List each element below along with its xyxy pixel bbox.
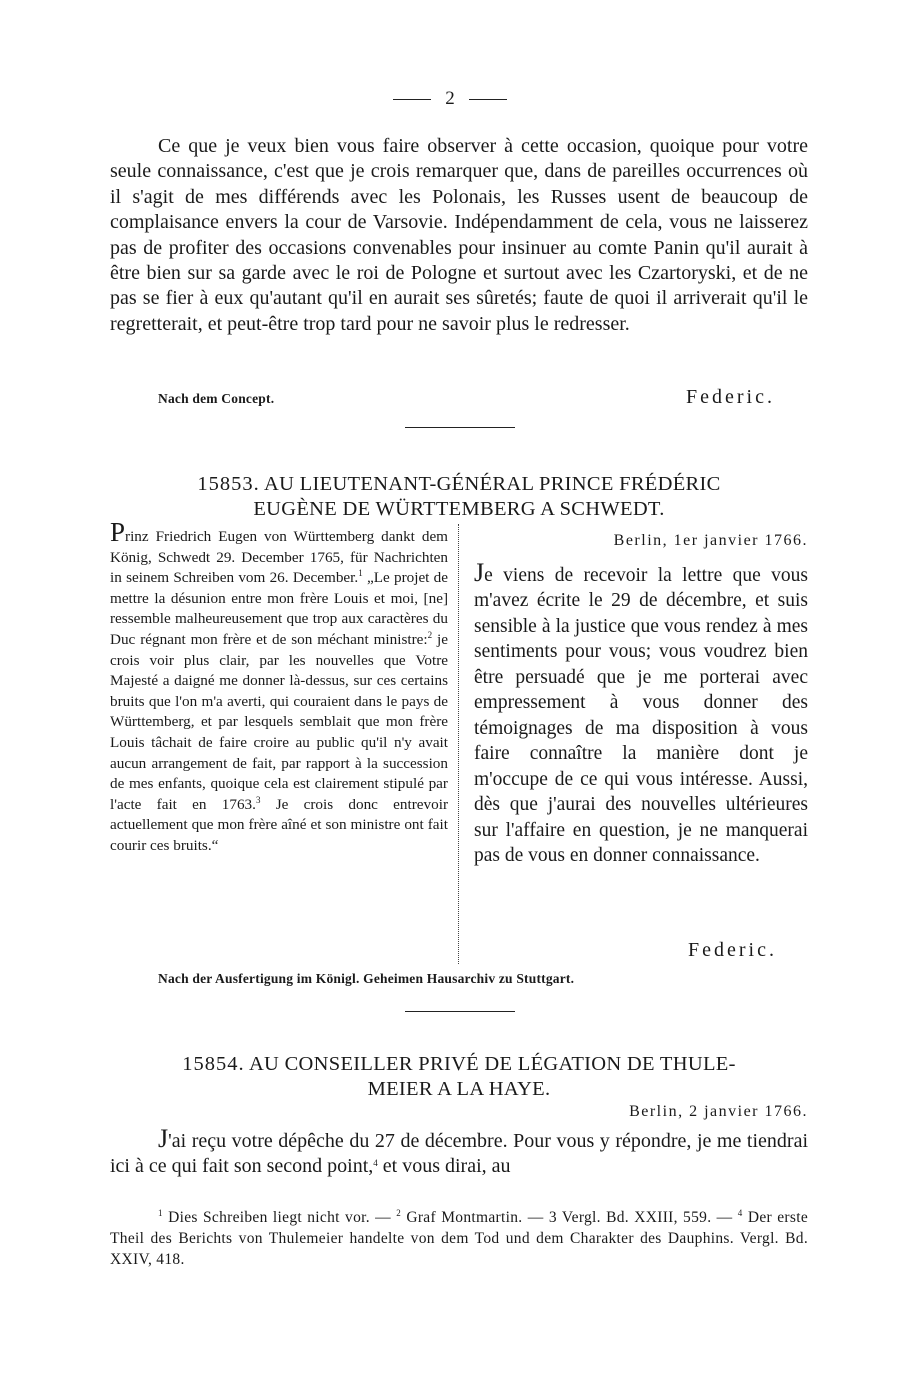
summary-quote-3: Je crois donc entrevoir actuellement que mon frère aîné et son ministre ont fait courir ces bruits.“: [110, 795, 448, 854]
letter-15854-heading-line1: [110, 1052, 808, 1077]
stuttgart-source-note: Nach der Ausfertigung im Königl. Geheimen Hausarchiv zu Stuttgart.: [158, 971, 575, 986]
summary-quote-2: je crois voir plus clair, par les nouvelles que Votre Majesté a daigné me donner là-dessus, sur ces certains bruits que l'on m'a averti, qui couraient dans le pays de Württemberg, et par lesquels semblait que mon frère Louis tâchait de faire croire au public qu'il n'y avait aucun arrangement de fait, par rapport à la succession de mes enfants, quoique cela est clairement stipulé par l'acte fait en 1763.: [110, 630, 448, 813]
letter-15854-text-a: 'ai reçu votre dépêche du 27 de décembre. Pour vous y répondre, je me tiendrai ici à ce qui fait son second point,: [110, 1130, 808, 1178]
summary-quote: „Le projet de mettre la désunion entre mon frère Louis et moi, [ne] ressemble malheureusement que trop aux caractères du Duc régnant mon frère et de son méchant ministre:: [110, 569, 448, 648]
page-number: [0, 88, 900, 110]
footnote-ref-2: 2: [427, 629, 433, 640]
letter-15854-heading-line2: MEIER A LA HAYE.: [367, 1078, 551, 1100]
letter-15854-text-b: et vous dirai, au: [377, 1155, 511, 1178]
footnote-mark-2: 2: [396, 1208, 402, 1218]
signature-2: Federic.: [688, 939, 777, 961]
footnote-2: Graf Montmartin. —: [401, 1209, 549, 1226]
page-number-dash-right: [469, 99, 507, 100]
column-divider: [458, 524, 459, 964]
letter-15853-text: [474, 557, 808, 869]
section-rule-1: [405, 427, 515, 428]
letter-15854-date: Berlin, 2 janvier 1766.: [629, 1103, 808, 1120]
footnote-ref-1: 1: [358, 568, 363, 579]
letter-15853-heading-line1: [110, 472, 808, 497]
letter-15853-body: [474, 528, 808, 869]
letter-15853-heading: [110, 472, 808, 522]
footnote-mark-1: 1: [158, 1208, 163, 1218]
footnote-mark-4: 4: [737, 1208, 743, 1218]
summary-text: rinz Friedrich Eugen von Württemberg dankt dem König, Schwedt 29. December 1765, für Nachrichten in seinem Schreiben vom 26. December.: [110, 528, 448, 587]
letter-15854-initial: J: [158, 1124, 169, 1153]
letter-15853-text-body: e viens de recevoir la lettre que vous m'avez écrite le 29 de décembre, et suis sensible à la justice que vous rendez à mes sentiments pour vous; vous voudrez bien être persuadé que je me porterai avec empressement à vous donner des témoignages de ma disposition à vous faire connaître la manière dont je m'occupe de ce qui vous intéresse. Aussi, dès que j'aurai des nouvelles ultérieures sur l'affaire en question, je ne manquerai pas de vous en donner connaissance.: [474, 564, 808, 866]
footnote-1: Dies Schreiben liegt nicht vor. —: [162, 1209, 397, 1226]
concept-source-note: Nach dem Concept.: [158, 391, 275, 406]
footnote-ref-3: 3: [255, 794, 261, 805]
opening-paragraph: Ce que je veux bien vous faire observer à cette occasion, quoique pour votre seule connaissance, c'est que je crois remarquer que, dans de pareilles occurrences où il s'agit de mes différends avec les Polonais, les Russes usent de beaucoup de complaisance envers la cour de Varsovie. Indépendamment de cela, vous ne laisserez pas de profiter des occasions convenables pour insinuer au comte Panin qu'il aurait à être bien sur sa garde avec le roi de Pologne et surtout avec les Czartoryski, et de ne pas se fier à eux qu'autant qu'il en aurait ses sûretés; faute de quoi il arriverait qu'il le regretterait, et peut-être trop tard pour ne savoir plus le redresser.: [110, 135, 808, 335]
summary-column: [110, 517, 448, 857]
footnote-4: Der erste Theil des Berichts von Thulemeier handelte von dem Tod und dem Charakter des Dauphins. Vergl. Bd. XXIV, 418.: [110, 1209, 809, 1268]
letter-number: 15854.: [182, 1053, 245, 1075]
letter-15853-initial: J: [474, 557, 485, 587]
section-rule-2: [405, 1011, 515, 1012]
letter-15853-date: Berlin, 1er janvier 1766.: [613, 532, 808, 549]
letter-15853-heading-line2: EUGÈNE DE WÜRTTEMBERG A SCHWEDT.: [253, 498, 665, 520]
footnote-ref-4: 4: [373, 1158, 378, 1169]
letter-number: 15853.: [197, 473, 260, 495]
page-number-text: 2: [445, 88, 455, 109]
page-number-dash-left: [393, 99, 431, 100]
summary-initial: P: [110, 517, 126, 547]
footnote-3: 3 Vergl. Bd. XXIII, 559. —: [548, 1209, 738, 1226]
footnotes: [110, 1207, 808, 1270]
heading-text: AU CONSEILLER PRIVÉ DE LÉGATION DE THULE-: [248, 1053, 736, 1075]
letter-15854-heading: [110, 1052, 808, 1102]
heading-text: AU LIEUTENANT-GÉNÉRAL PRINCE FRÉDÉRIC: [264, 473, 721, 495]
letter-15854-text: [110, 1126, 808, 1180]
signature-1: Federic.: [686, 386, 775, 408]
